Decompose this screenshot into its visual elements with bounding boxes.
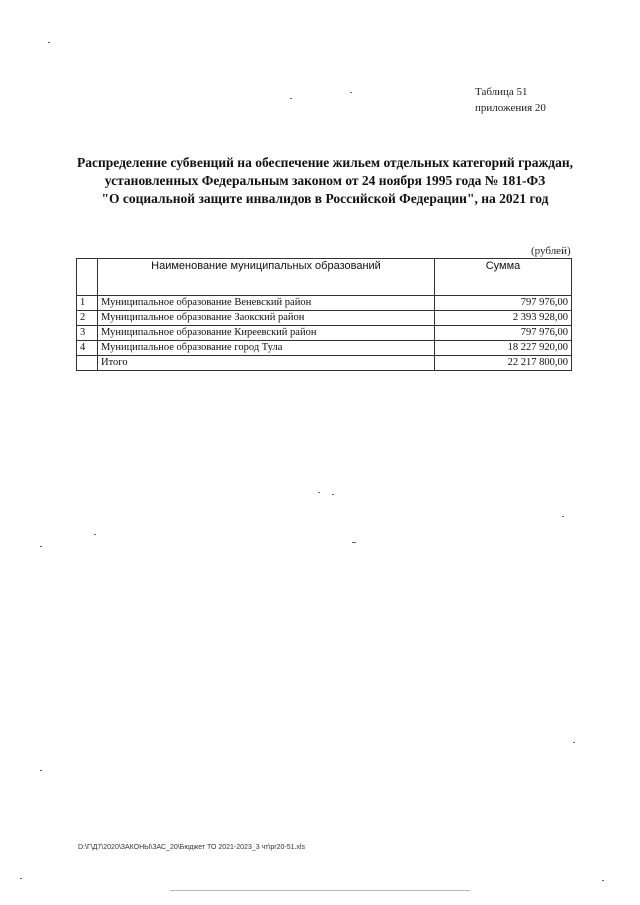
header-sum-cell: Сумма [435, 259, 572, 296]
row-name: Муниципальное образование город Тула [98, 341, 435, 356]
header-name-cell: Наименование муниципальных образований [98, 259, 435, 296]
table-row [77, 311, 572, 326]
scan-speck [40, 546, 42, 547]
title-line-2: установленных Федеральным законом от 24 ноября 1995 года № 181-ФЗ [104, 173, 546, 188]
table-number: Таблица 51 [475, 86, 528, 98]
scan-speck [350, 92, 352, 93]
total-label: Итого [98, 356, 435, 371]
row-sum: 2 393 928,00 [435, 311, 572, 326]
row-number: 2 [77, 311, 98, 326]
units-label: (рублей) [531, 245, 571, 257]
total-sum: 22 217 800,00 [435, 356, 572, 371]
scan-speck [318, 492, 320, 493]
row-number: 4 [77, 341, 98, 356]
table-row [77, 296, 572, 311]
scan-speck [290, 98, 292, 99]
scan-speck [352, 542, 356, 543]
row-name: Муниципальное образование Веневский район [98, 296, 435, 311]
header-number-cell [77, 259, 98, 296]
row-sum: 797 976,00 [435, 326, 572, 341]
row-number: 3 [77, 326, 98, 341]
row-sum: 18 227 920,00 [435, 341, 572, 356]
row-name: Муниципальное образование Киреевский район [98, 326, 435, 341]
file-path-footer: D:\Г\Д7\2020\ЗАКОНЫ\ЗАС_20\Бюджет ТО 2021-2023_3 чт\pr20-51.xls [78, 844, 305, 851]
table-reference [475, 84, 546, 116]
subvention-table [76, 258, 572, 371]
table-total-row [77, 356, 572, 371]
total-number-cell [77, 356, 98, 371]
scan-speck [562, 516, 564, 517]
scan-speck [94, 534, 96, 535]
title-line-3: "О социальной защите инвалидов в Российской Федерации", на 2021 год [101, 191, 549, 206]
scan-speck [20, 878, 22, 879]
scan-speck [48, 42, 50, 43]
scan-speck [40, 770, 42, 771]
table-row [77, 341, 572, 356]
table-header-row [77, 259, 572, 296]
appendix-number: приложения 20 [475, 102, 546, 114]
scan-speck [332, 494, 334, 495]
row-name: Муниципальное образование Заокский район [98, 311, 435, 326]
scan-speck [170, 890, 470, 891]
scan-speck [573, 742, 575, 743]
document-title [60, 154, 590, 208]
scan-speck [602, 880, 604, 881]
row-sum: 797 976,00 [435, 296, 572, 311]
title-line-1: Распределение субвенций на обеспечение жильем отдельных категорий граждан, [77, 155, 573, 170]
row-number: 1 [77, 296, 98, 311]
table-row [77, 326, 572, 341]
